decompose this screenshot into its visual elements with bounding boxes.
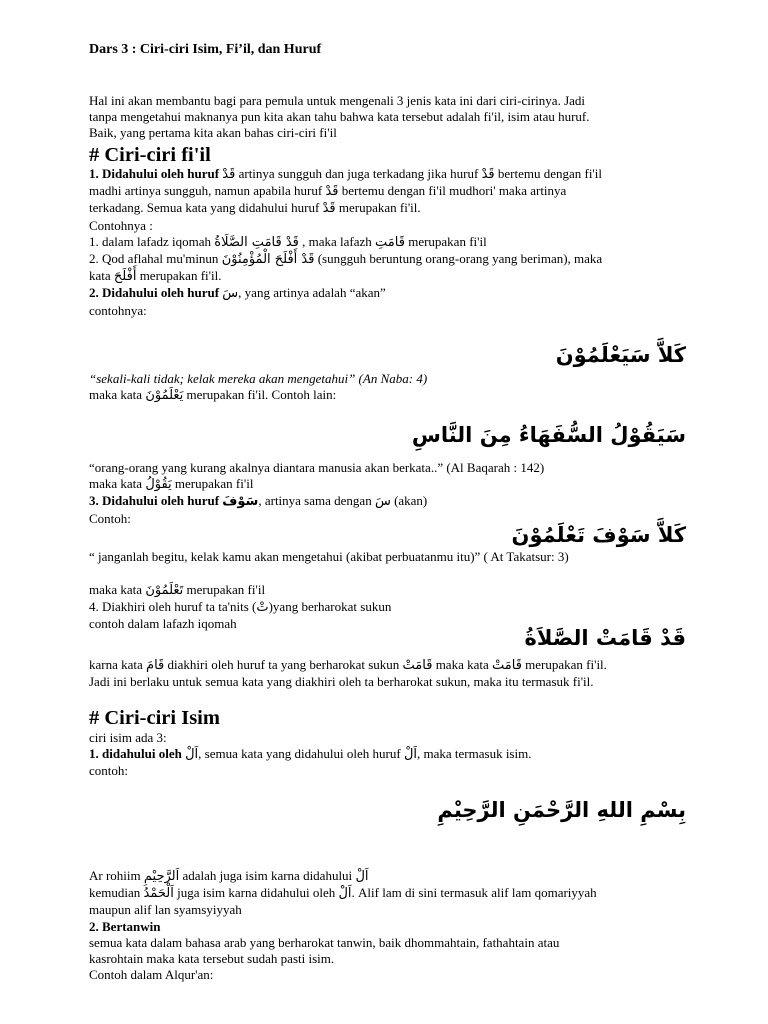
text: maka kata xyxy=(89,476,146,492)
verse3-translation: “ janganlah begitu, kelak kamu akan mengetahui (akibat perbuatanmu itu)” ( At Takatsur: 3) xyxy=(89,549,569,564)
text-line: maupun alif lan syamsyiyyah xyxy=(89,902,242,918)
arabic-verse: قَدْ قَامَتْ الصَّلاَةُ xyxy=(524,626,686,650)
text: bertemu dengan fi'il mudhori' maka artinya xyxy=(338,183,567,199)
text: madhi artinya sungguh, namun apabila huruf xyxy=(89,183,326,199)
text-line: Jadi ini berlaku untuk semua kata yang diakhiri oleh ta berharokat sukun, maka itu termasuk fi'il. xyxy=(89,674,594,690)
text: merupakan fi'il xyxy=(171,476,254,492)
text-line xyxy=(89,183,689,200)
point-label: 1. didahului oleh xyxy=(89,746,186,762)
arabic-text: اَلْ xyxy=(338,886,352,902)
arabic-text: اَلْحَمْدُ xyxy=(143,886,174,902)
text: juga isim karna didahului oleh xyxy=(173,885,339,901)
arabic-text: يَقُوْلُ xyxy=(145,477,172,493)
example-line xyxy=(89,251,689,268)
verse2-explanation xyxy=(89,460,689,527)
text: merupakan fi'il. xyxy=(136,268,222,284)
text: maka kata xyxy=(89,387,146,403)
arabic-text: قَامَتْ xyxy=(402,658,433,673)
point-label: 1. Didahului oleh huruf xyxy=(89,166,220,181)
text: merupakan fi'il xyxy=(404,233,487,249)
arabic-text: قَامَتِ xyxy=(375,234,405,250)
text: diakhiri oleh huruf ta yang berharokat sukun xyxy=(164,657,403,672)
arabic-text: سَ xyxy=(222,286,239,302)
arabic-text: قَدْ قَامَتِ الصَّلَاةُ xyxy=(214,234,299,250)
arabic-text: قَدْ xyxy=(222,167,236,182)
point-line xyxy=(89,746,689,763)
arabic-text: اَلْ xyxy=(403,747,418,763)
text: Ar rohiim xyxy=(89,868,144,883)
text-line xyxy=(89,200,689,217)
point-label: 2. Didahului oleh huruf xyxy=(89,285,223,301)
contoh-label: Contoh: xyxy=(89,510,131,526)
arabic-text: يَعْلَمُوْنَ xyxy=(145,388,184,404)
intro-line: Hal ini akan membantu bagi para pemula untuk mengenali 3 jenis kata ini dari ciri-cirinya. Jadi xyxy=(89,93,586,108)
text: maka kata xyxy=(432,657,492,672)
text: merupakan fi'il xyxy=(183,582,266,597)
isim-explanation xyxy=(89,868,689,983)
text-line xyxy=(89,476,689,493)
text: (sungguh beruntung orang-orang yang beriman), maka xyxy=(314,251,603,267)
arabic-text: قَدْ أَفْلَحَ الْمُؤْمِنُوْنَ xyxy=(221,252,315,268)
verse1-explanation xyxy=(89,371,689,404)
point-line xyxy=(89,493,689,510)
point-line xyxy=(89,285,689,302)
contohnya-label: contohnya: xyxy=(89,302,147,318)
arabic-verse: بِسْمِ اللهِ الرَّحْمَنِ الرَّحِيْمِ xyxy=(437,798,686,822)
arabic-text: قَدْ xyxy=(481,167,495,182)
arabic-text: اَلْ xyxy=(355,869,369,884)
fiil-point-1 xyxy=(89,166,689,319)
arabic-text: قَامَ xyxy=(146,658,165,673)
verse4-explanation xyxy=(89,657,689,690)
isim-point-1 xyxy=(89,730,689,780)
text: bertemu dengan fi'il xyxy=(494,166,602,181)
text: kemudian xyxy=(89,885,144,901)
text-line xyxy=(89,166,689,183)
intro-paragraph xyxy=(89,93,689,142)
text-line: ciri isim ada 3: xyxy=(89,730,167,745)
text: )yang berharokat sukun xyxy=(268,599,392,615)
arabic-text: تَعْلَمُوْنَ xyxy=(145,583,184,598)
text-line: contoh dalam lafazh iqomah xyxy=(89,616,237,632)
arabic-verse: كَلاَّ سَيَعْلَمُوْنَ xyxy=(555,343,686,367)
arabic-verse: سَيَقُوْلُ السُّفَهَاءُ مِنَ النَّاسِ xyxy=(411,423,686,447)
intro-line: Baik, yang pertama kita akan bahas ciri-ciri fi'il xyxy=(89,125,337,141)
text: . Alif lam di sini termasuk alif lam qomariyyah xyxy=(351,885,597,901)
text: 4. Diakhiri oleh huruf ta ta'nits ( xyxy=(89,599,257,615)
text: merupakan fi'il. xyxy=(335,200,421,216)
contohnya-label: Contohnya : xyxy=(89,217,153,233)
point-line xyxy=(89,599,689,616)
text: 1. dalam lafadz iqomah xyxy=(89,233,215,249)
arabic-text: قَدْ xyxy=(325,184,339,200)
point-label: 2. Bertanwin xyxy=(89,918,161,934)
text: , artinya sama dengan xyxy=(258,493,375,509)
intro-line: tanpa mengetahui maknanya pun kita akan tahu bahwa kata tersebut adalah fi'il, isim atau huruf. xyxy=(89,109,590,125)
text-line xyxy=(89,387,689,404)
text-line xyxy=(89,657,689,674)
arabic-verse: كَلاَّ سَوْفَ تَعْلَمُوْنَ xyxy=(511,523,686,547)
text: maka kata xyxy=(89,582,146,597)
contoh-label: contoh: xyxy=(89,763,128,779)
arabic-text: اَلرَّحِيْمِ xyxy=(143,869,180,884)
example-line xyxy=(89,268,689,285)
heading-ciri-fiil: # Ciri-ciri fi'il xyxy=(89,144,211,166)
text: 2. Qod aflahal mu'minun xyxy=(89,251,222,267)
document-title: Dars 3 : Ciri-ciri Isim, Fi’il, dan Huruf xyxy=(89,42,322,57)
text: , maka termasuk isim. xyxy=(417,746,532,762)
text-line xyxy=(89,582,689,599)
example-line xyxy=(89,234,689,251)
text-line xyxy=(89,868,689,885)
text: karna kata xyxy=(89,657,147,672)
arabic-text: تْ xyxy=(256,600,269,616)
text: artinya sungguh dan juga terkadang jika huruf xyxy=(235,166,482,181)
text-line: kasrohtain maka kata tersebut sudah pasti isim. xyxy=(89,951,335,967)
arabic-text: قَدْ xyxy=(322,201,336,217)
heading-ciri-isim: # Ciri-ciri Isim xyxy=(89,707,220,729)
text-line: semua kata dalam bahasa arab yang berharokat tanwin, baik dhommahtain, fathahtain atau xyxy=(89,934,560,950)
point-label: 3. Didahului oleh huruf xyxy=(89,493,223,509)
contoh-label: Contoh dalam Alqur'an: xyxy=(89,967,214,983)
arabic-text: اَلْ xyxy=(185,747,199,763)
verse-translation: “orang-orang yang kurang akalnya diantara manusia akan berkata..” (Al Baqarah : 142) xyxy=(89,460,545,475)
text: merupakan fi'il. Contoh lain: xyxy=(183,387,337,403)
arabic-text: قَامَتْ xyxy=(492,658,522,673)
point-line xyxy=(89,919,689,935)
text: merupakan fi'il. xyxy=(521,657,607,672)
text: terkadang. Semua kata yang didahului huruf xyxy=(89,200,323,216)
text-line xyxy=(89,885,689,902)
text: , yang artinya adalah “akan” xyxy=(238,285,386,301)
verse-translation: “sekali-kali tidak; kelak mereka akan mengetahui” (An Naba: 4) xyxy=(89,371,428,386)
text: , semua kata yang didahului oleh huruf xyxy=(198,746,404,762)
arabic-text: سَوْفَ xyxy=(222,494,259,510)
arabic-text: سَ xyxy=(374,494,391,510)
arabic-text: أَفْلَحَ xyxy=(113,269,137,285)
text: adalah juga isim karna didahului xyxy=(179,868,356,883)
text: (akan) xyxy=(390,493,428,509)
text: , maka lafazh xyxy=(298,233,376,249)
text: kata xyxy=(89,268,114,284)
